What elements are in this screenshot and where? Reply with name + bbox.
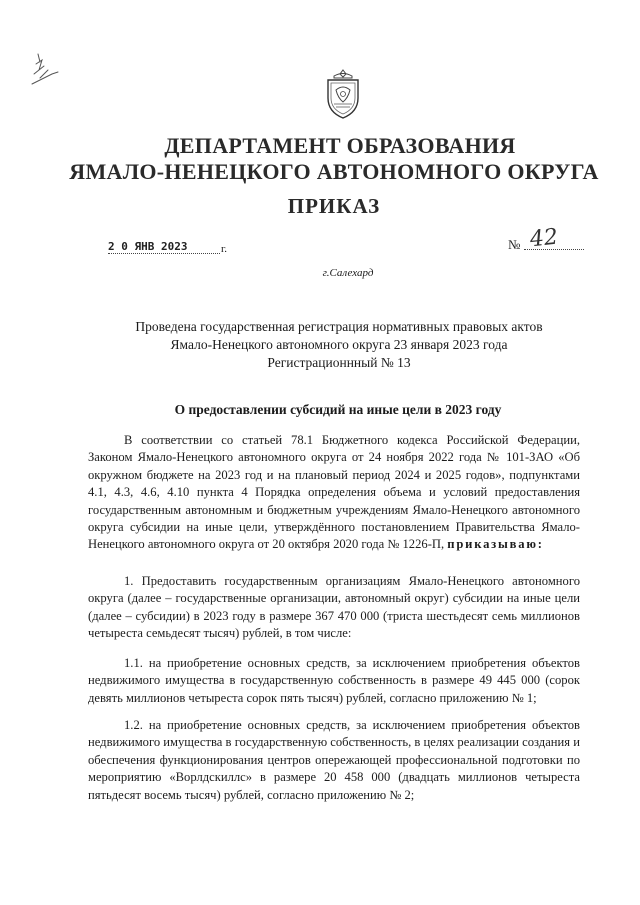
item-1-2-paragraph: 1.2. на приобретение основных средств, за исключением приобретения объектов недвижимого имущества в государственную собственность, в целях реализации создания и обеспечения функционирования центров опережающей профессиональной подготовки по мероприятию «Ворлдскиллс» в размере 20 458 000 (двадцать миллионов четыреста пятьдесят восемь тысяч) рублей, согласно приложению № 2; bbox=[88, 718, 580, 802]
intro-command: приказываю: bbox=[447, 537, 544, 552]
coat-of-arms-emblem bbox=[322, 68, 364, 120]
item-1-1-paragraph: 1.1. на приобретение основных средств, за исключением приобретения объектов недвижимого имущества в государственную собственность в размере 49 445 000 (сорок девять миллионов четыреста сорок пять тысяч) рублей, согласно приложению № 1; bbox=[88, 656, 580, 705]
registration-line-1: Проведена государственная регистрация нормативных правовых актов bbox=[135, 319, 543, 334]
department-title-line1: ДЕПАРТАМЕНТ ОБРАЗОВАНИЯ bbox=[164, 133, 516, 158]
margin-signature-mark bbox=[30, 50, 64, 90]
registration-line-2: Ямало-Ненецкого автономного округа 23 января 2023 года bbox=[170, 337, 508, 352]
order-date: 2 0 ЯНВ 2023 bbox=[108, 240, 188, 253]
intro-text: В соответствии со статьей 78.1 Бюджетного кодекса Российской Федерации, Законом Ямало-Ненецкого автономного округа от 24 ноября 2022 года № 101-ЗАО «Об окружном бюджете на 2023 год и на плановый период 2024 и 2025 годов», подпунктами 4.1, 4.3, 4.6, 4.10 пункта 4 Порядка определения объема и условий предоставления государственным автономным и бюджетным учреждениям Ямало-Ненецкого автономного округа субсидии на иные цели, утверждённого постановлением Правительства Ямало-Ненецкого автономного округа от 20 октября 2020 года № 1226-П, bbox=[88, 433, 580, 552]
number-underline bbox=[524, 249, 584, 250]
issuing-city: г.Салехард bbox=[322, 267, 374, 279]
registration-line-3: Регистрационнный № 13 bbox=[267, 355, 411, 370]
item-1-paragraph: 1. Предоставить государственным организациям Ямало-Ненецкого автономного округа (далее – государственные организации, автономный округ) субсидии на иные цели (далее – субсидии) в 2023 году в размере 367 470 000 (триста шестьдесят семь миллионов четыреста семьдесят тысяч) рублей, в том числе: bbox=[88, 574, 580, 641]
intro-paragraph bbox=[88, 432, 580, 554]
department-title-line2: ЯМАЛО-НЕНЕЦКОГО АВТОНОМНОГО ОКРУГА bbox=[69, 159, 599, 184]
registration-note bbox=[0, 318, 640, 372]
document-subject: О предоставлении субсидий на иные цели в 2023 году bbox=[174, 402, 502, 417]
date-suffix: г. bbox=[221, 243, 228, 255]
order-number-label: № bbox=[508, 237, 521, 252]
order-number-handwritten: 42 bbox=[528, 224, 560, 253]
date-underline bbox=[108, 253, 220, 254]
document-type-title: ПРИКАЗ bbox=[287, 194, 381, 218]
